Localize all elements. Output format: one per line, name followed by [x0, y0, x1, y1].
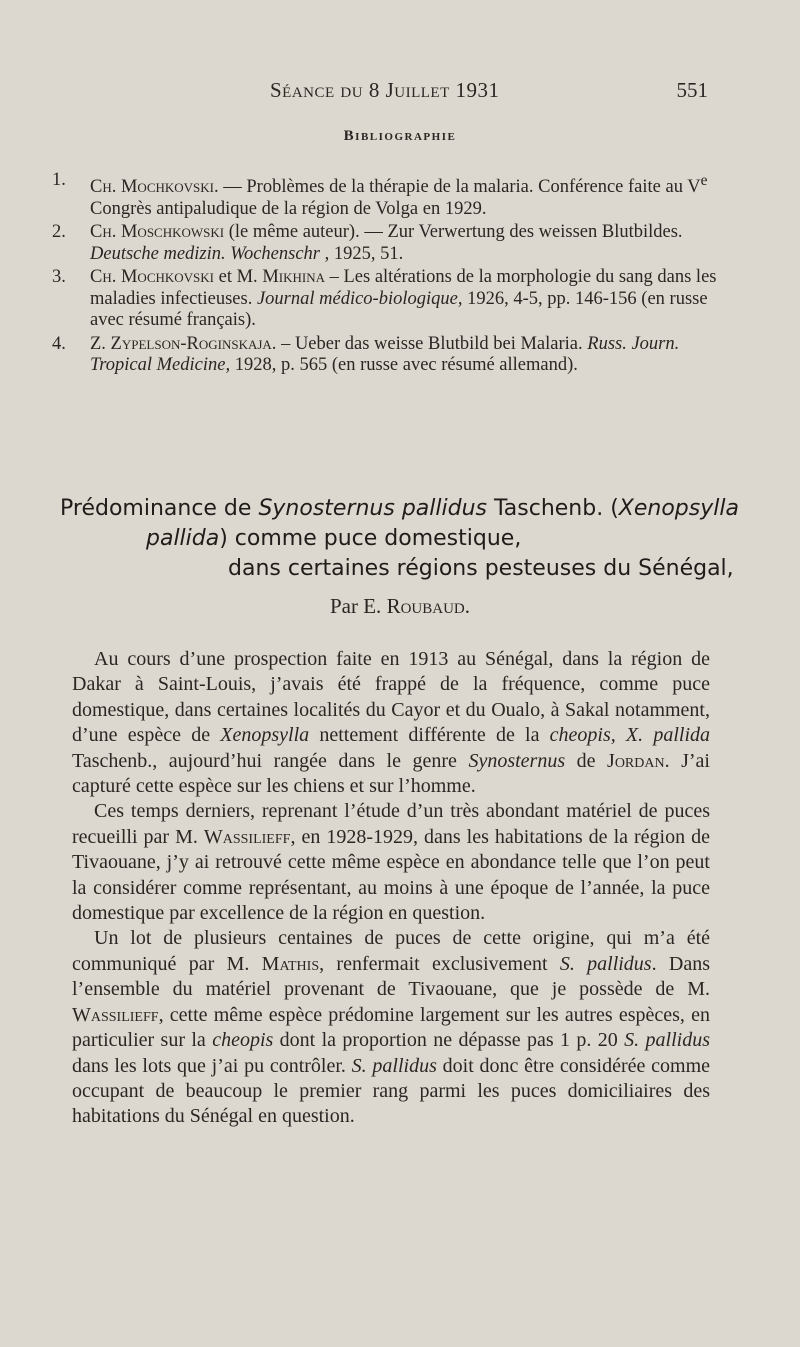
- italic-text: cheopis: [212, 1029, 274, 1052]
- bibliography-heading: Bibliographie: [343, 128, 457, 144]
- ref-superscript: e: [700, 172, 708, 189]
- ref-journal: Deutsche medizin. Wochenschr: [90, 243, 321, 264]
- article-body: [72, 647, 710, 1130]
- title-text: Prédominance de: [60, 496, 259, 521]
- title-species: pallida: [146, 526, 220, 551]
- text: Taschenb., aujourd’hui rangée dans le genre: [72, 749, 469, 772]
- ref-text: , 1925, 51.: [320, 243, 404, 264]
- item-number: 2.: [52, 222, 66, 243]
- item-number: 3.: [52, 267, 66, 288]
- text: , en 1928-1929, dans les habitations de la région de Tivaouane, j’y ai retrouvé cette même espèce en abondance telle que l’on peut la considérer comme représentant, au moins à une époque de l’année, la puce domestique par excellence de la région en question.: [72, 825, 710, 925]
- title-text: dans certaines régions pesteuses du Sénégal,: [228, 556, 734, 581]
- item-number: 4.: [52, 333, 66, 354]
- ref-text: 1926, 4-5, pp. 146-156 (en russe avec résumé français).: [90, 288, 708, 331]
- title-species: Synosternus pallidus: [258, 496, 487, 521]
- text: Ces temps derniers, reprenant l’étude d’un très abondant matériel de puces recueilli par M.: [72, 800, 710, 848]
- text: de: [565, 749, 608, 772]
- text: , cette même espèce prédomine largement sur les autres espèces, en particulier sur la: [72, 1003, 710, 1052]
- text: dont la proportion ne dépasse pas 1 p. 20: [273, 1029, 625, 1052]
- italic-text: S. pallidus: [351, 1054, 437, 1077]
- paragraph: [72, 799, 710, 926]
- italic-text: S. pallidus: [559, 952, 652, 975]
- italic-text: Synosternus: [468, 749, 566, 772]
- title-text: Taschenb. (: [487, 496, 619, 521]
- ref-text: (le même auteur). — Zur Verwertung des weissen Blutbildes.: [224, 222, 683, 243]
- person-name: Mathis: [261, 952, 320, 975]
- italic-text: cheopis, X. pallida: [549, 724, 710, 747]
- bibliography-list: [52, 170, 722, 379]
- text: Au cours d’une prospection faite en 1913 au Sénégal, dans la région de Dakar à Saint-Louis, j’avais été frappé de la fréquence, comme puce domestique, dans certaines localités du Cayor et du Oualo, à Sakal notamment, d’une espèce de: [72, 648, 710, 747]
- paragraph: [72, 926, 710, 1129]
- bibliography-item: [52, 334, 722, 377]
- article-title: [60, 494, 740, 584]
- title-species: Xenopsylla: [618, 496, 739, 521]
- text: doit donc être considérée comme occupant de beaucoup le premier rang parmi les puces domiciliaires des habitations du Sénégal en question.: [72, 1054, 711, 1128]
- text: dans les lots que j’ai pu contrôler.: [72, 1054, 352, 1077]
- ref-text: 1928, p. 565 (en russe avec résumé allemand).: [230, 355, 578, 376]
- ref-text: Congrès antipaludique de la région de Volga en 1929.: [90, 198, 487, 219]
- ref-author: Mikhina: [262, 267, 325, 288]
- running-head: Séance du 8 Juillet 1931: [270, 78, 500, 102]
- text: . J’ai capturé cette espèce sur les chiens et sur l’homme.: [72, 749, 710, 798]
- ref-text: – Les altérations de la morphologie du sang dans les maladies infectieuses.: [90, 267, 717, 309]
- ref-journal: Journal médico-biologique,: [256, 288, 463, 309]
- ref-text: et M.: [214, 267, 263, 288]
- ref-text: — Problèmes de la thérapie de la malaria. Conférence faite au V: [218, 177, 701, 198]
- ref-author: Ch. Moschkowski: [90, 222, 225, 243]
- ref-author: Ch. Mochkovski: [90, 267, 214, 288]
- person-name: Jordan: [607, 749, 665, 772]
- page-number: 551: [676, 78, 708, 102]
- item-number: 1.: [52, 170, 66, 190]
- person-name: Wassilieff: [72, 1003, 159, 1026]
- text: nettement différente de la: [309, 724, 550, 747]
- paragraph: [72, 647, 710, 799]
- ref-text: – Ueber das weisse Blutbild bei Malaria.: [276, 333, 588, 354]
- bibliography-item: [52, 222, 722, 265]
- bibliography-item: [52, 170, 722, 220]
- italic-text: S. pallidus: [624, 1029, 710, 1052]
- text: . Dans l’ensemble du matériel provenant de Tivaouane, que je possède de M.: [72, 952, 710, 1001]
- ref-author: Ch. Mochkovski.: [90, 177, 219, 198]
- author-prefix: Par E.: [329, 594, 387, 618]
- person-name: Wassilieff: [203, 825, 291, 848]
- bibliography-item: [52, 267, 722, 332]
- title-text: ) comme puce domestique,: [219, 526, 522, 551]
- author-name: Roubaud.: [386, 594, 470, 618]
- ref-journal: Russ. Journ. Tropical Medicine,: [90, 333, 680, 376]
- italic-text: Xenopsylla: [220, 724, 310, 747]
- text: , renfermait exclusivement: [319, 952, 560, 975]
- text: Un lot de plusieurs centaines de puces de cette origine, qui m’a été communiqué par M.: [72, 927, 710, 975]
- article-author: [0, 594, 800, 619]
- ref-author: Z. Zypelson-Roginskaja.: [90, 333, 277, 354]
